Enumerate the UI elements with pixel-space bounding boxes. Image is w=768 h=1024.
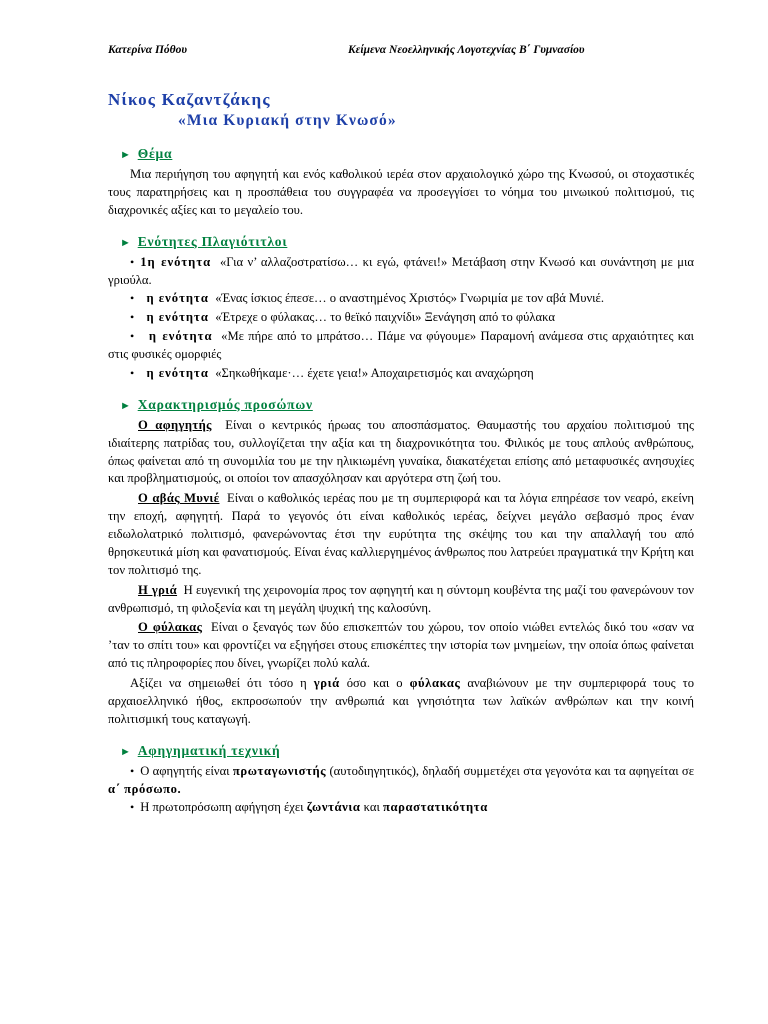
character-text: Είναι ο καθολικός ιερέας που με τη συμπεριφορά και τα λόγια επηρέασε τον νεαρό, εκείνη την εποχή, αφηγητή. Παρά το γεγονός ότι είναι καθολικός ιερέας, δείχνει μεγάλο σεβασμό προς έναν ειδωλολατρικό πολιτισμό, φανερώνοντας έτσι την ευρύτητα της σκέψης του και την απαλλαγή του από θρησκευτικά μίση και φανατισμούς. Είναι ένας καλλιεργημένος άνθρωπος που λατρεύει πραγματικά την Κρήτη και τον πολιτισμό της.	[108, 491, 694, 577]
section-heading-characters	[108, 397, 694, 413]
document-title: Νίκος Καζαντζάκης	[108, 90, 271, 109]
header-course: Κείμενα Νεοελληνικής Λογοτεχνίας Β΄ Γυμνασίου	[348, 44, 585, 56]
section-heading-units	[108, 234, 694, 250]
unit-text: «Έτρεχε ο φύλακας… το θεϊκό παιχνίδι» Ξενάγηση από το φύλακα	[215, 310, 555, 325]
list-item	[108, 799, 694, 817]
bullet-icon: •	[130, 254, 135, 269]
arrow-icon: ►	[120, 149, 132, 161]
unit-label: η ενότητα	[146, 310, 209, 325]
unit-label: η ενότητα	[146, 291, 209, 306]
arrow-icon: ►	[120, 745, 132, 758]
technique-term-protagonist: πρωταγωνιστής	[232, 763, 327, 778]
character-paragraph	[108, 619, 694, 673]
page-header	[108, 44, 694, 56]
character-name: Ο αβάς Μυνιέ	[138, 491, 220, 506]
unit-text: «Ένας ίσκιος έπεσε… ο αναστημένος Χριστός» Γνωριμία με τον αβά Μυνιέ.	[215, 291, 604, 306]
list-item	[108, 254, 694, 290]
theme-paragraph: Μια περιήγηση του αφηγητή και ενός καθολικού ιερέα στον αρχαιολογικό χώρο της Κνωσού, οι στοχαστικές τους παρατηρήσεις και η προσπάθεια του συγγραφέα να προσεγγίσει το νόημα του μινωικού πολιτισμού, τις διαχρονικές αξίες και το μεγαλείο του.	[108, 167, 694, 217]
bullet-icon: •	[130, 800, 135, 815]
technique-term-person: α΄ πρόσωπο.	[108, 781, 182, 796]
arrow-icon: ►	[120, 236, 132, 249]
character-paragraph	[108, 582, 694, 618]
character-name: Ο αφηγητής	[138, 417, 212, 432]
unit-label: 1η ενότητα	[140, 254, 212, 269]
list-item	[108, 365, 694, 383]
closing-term-fylakas: φύλακας	[409, 676, 461, 690]
character-paragraph	[108, 490, 694, 579]
character-text: Η ευγενική της χειρονομία προς τον αφηγητή και η σύντομη κουβέντα της μαζί του φανερώνουν τον ανθρωπισμό, τη φιλοξενία και τη μεγάλη ψυχική της καλοσύνη.	[108, 582, 694, 615]
technique-term-zontania: ζωντάνια	[306, 800, 361, 815]
list-item	[108, 309, 694, 327]
section-heading-theme-label: Θέμα	[137, 146, 173, 161]
bullet-icon: •	[130, 310, 135, 325]
section-heading-units-label: Ενότητες Πλαγιότιτλοι	[137, 233, 288, 249]
technique-mid: (αυτοδιηγητικός), δηλαδή συμμετέχει στα γεγονότα και τα αφηγείται σε	[326, 763, 695, 778]
section-heading-theme	[108, 146, 694, 162]
bullet-icon: •	[130, 291, 135, 306]
character-name: Η γριά	[138, 582, 178, 597]
technique-pre: Η πρωτοπρόσωπη αφήγηση έχει	[140, 800, 307, 815]
document-subtitle: «Μια Κυριακή στην Κνωσό»	[178, 112, 397, 129]
unit-label: η ενότητα	[148, 329, 213, 344]
list-item	[108, 328, 694, 364]
unit-label: η ενότητα	[146, 365, 209, 380]
character-paragraph	[108, 417, 694, 489]
character-name: Ο φύλακας	[138, 620, 203, 635]
closing-term-gria: γριά	[313, 676, 340, 690]
characters-closing-paragraph	[108, 675, 694, 729]
section-heading-technique-label: Αφηγηματική τεχνική	[137, 742, 281, 758]
technique-list	[108, 763, 694, 818]
unit-text: «Για ν’ αλλαζοστρατίσω… κι εγώ, φτάνει!» Μετάβαση στην Κνωσό και συνάντηση με μια γριούλα.	[108, 254, 694, 287]
unit-text: «Σηκωθήκαμε·… έχετε γεια!» Αποχαιρετισμός και αναχώρηση	[215, 365, 534, 380]
technique-pre: Ο αφηγητής είναι	[140, 763, 233, 778]
section-heading-technique	[108, 743, 694, 759]
character-text: Είναι ο κεντρικός ήρωας του αποσπάσματος. Θαυμαστής του αρχαίου πολιτισμού της ιδιαίτερης πατρίδας του, συλλογίζεται την αξία και τη διαχρονικότητα του. Φιλικός με τους απλούς ανθρώπους, όπως φαίνεται από τη συνομιλία του με την ηλικιωμένη γυναίκα, διακατέχεται επίσης από μεταφυσικές ανησυχίες και προβληματισμούς, οι οποίοι τον απασχόλησαν και αργότερα στη ζωή του.	[108, 417, 694, 486]
technique-mid: και	[360, 800, 384, 815]
technique-term-parastatikotita: παραστατικότητα	[383, 800, 488, 815]
unit-text: «Με πήρε από το μπράτσο… Πάμε να φύγουμε» Παραμονή ανάμεσα στις αρχαιότητες και στις φυσικές ομορφιές	[108, 329, 694, 361]
bullet-icon: •	[130, 763, 135, 778]
list-item	[108, 763, 694, 799]
closing-pre: Αξίζει να σημειωθεί ότι τόσο η	[130, 676, 314, 690]
closing-mid: όσο και ο	[339, 676, 410, 690]
closing-post: αναβιώνουν με την συμπεριφορά τους το αρχαιοελληνικό ήθος, εκπροσωπούν την ανθρωπιά και γνησιότητα των λαϊκών ανθρώπων και την κοινή πολιτισμική τους καταγωγή.	[108, 676, 695, 726]
list-item	[108, 290, 694, 308]
units-list	[108, 254, 694, 383]
bullet-icon: •	[130, 365, 135, 380]
bullet-icon: •	[130, 329, 135, 344]
section-heading-characters-label: Χαρακτηρισμός προσώπων	[137, 396, 313, 412]
character-text: Είναι ο ξεναγός των δύο επισκεπτών του χώρου, τον οποίο νιώθει εντελώς δικό του «σαν να ’ταν το σπίτι του» και φροντίζει να εξηγήσει στους επισκέπτες την ιστορία των μνημείων, την οποία όπως φαίνεται από τις πληροφορίες που δίνει, γνωρίζει πολύ καλά.	[108, 620, 695, 671]
arrow-icon: ►	[120, 399, 132, 412]
header-author: Κατερίνα Πόθου	[108, 44, 188, 56]
